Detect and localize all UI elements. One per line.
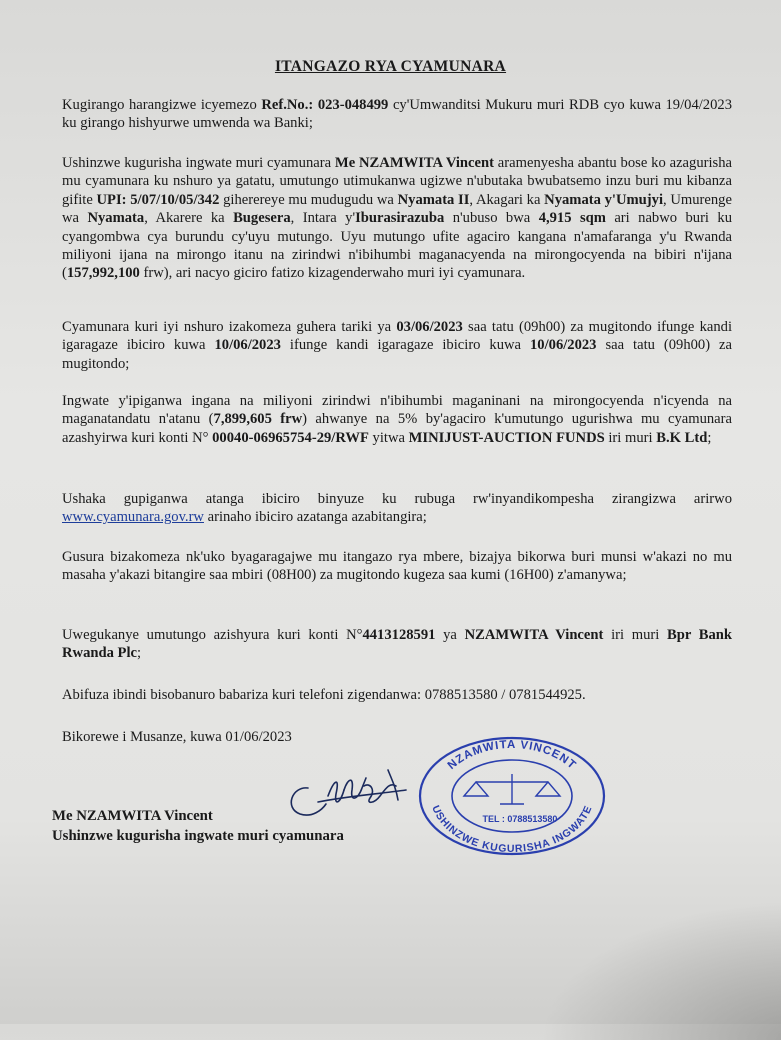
- payment-account: 4413128591: [362, 627, 436, 643]
- paragraph-payment: Uwegukanye umutungo azishyura kuri konti N°4413128591 ya NZAMWITA Vincent iri muri Bpr Bank Rwanda Plc;: [62, 627, 733, 662]
- auction-website-link[interactable]: www.cyamunara.gov.rw: [62, 509, 204, 526]
- document-title: ITANGAZO RYA CYAMUNARA: [274, 58, 507, 75]
- stamp-top-text: NZAMWITA VINCENT: [445, 738, 579, 773]
- paragraph-contact: Abifuza ibindi bisobanuro babariza kuri telefoni zigendanwa: 0788513580 / 0781544925.: [62, 687, 586, 703]
- place-and-date: Bikorewe i Musanze, kuwa 01/06/2023: [62, 729, 292, 745]
- signer-block: [52, 806, 344, 846]
- property-value: 157,992,100: [66, 265, 140, 282]
- svg-text:USHINZWE KUGURISHA INGWATE: [429, 804, 595, 855]
- page-shadow: [540, 900, 781, 1040]
- upi-number: UPI: 5/07/10/05/342: [96, 191, 220, 208]
- stamp-bottom-text: USHINZWE KUGURISHA INGWATE: [429, 803, 595, 856]
- paragraph-visits: Gusura bizakomeza nk'uko byagaragajwe mu itangazo rya mbere, bizajya bikorwa buri munsi w'akazi no mu masaha y'akazi bitangire saa mbiri (08H00) za mugitondo kugeza saa kumi (16H00) z'amanywa;: [62, 549, 732, 584]
- scales-icon: [464, 774, 560, 804]
- deposit-amount: 7,899,605 frw: [213, 411, 303, 428]
- paragraph-property-description: Ushinzwe kugurisha ingwate muri cyamunara Me NZAMWITA Vincent aramenyesha abantu bose ko azagurisha mu cyamunara ku nshuro ya gatatu, umutungo utimukanwa ugizwe n'ubutaka bwubatsemo inzu buri mu kibanza gifite UPI: 5/07/10/05/342 giherereye mu mudugudu wa Nyamata II, Akagari ka Nyamata y'Umujyi, Umurenge wa Nyamata, Akarere ka Bugesera, Intara y'Iburasirazuba n'ubuso bwa 4,915 sqm ari nabwo buri ku cyangombwa cya burundu cy'uyu mutungo. Uyu mutungo ufite agaciro kangana n'amafaranga y'u Rwanda miliyoni ijana na mirongo itanu na zirindwi n'ibihumbi maganacyenda na mirongocyenda na bibiri n'ijana (157,992,100 frw), ari nacyo giciro fatizo kizagenderwaho muri iyi cyamunara.: [62, 155, 732, 282]
- stamp-icon: [416, 734, 608, 858]
- paragraph-auction-dates: Cyamunara kuri iyi nshuro izakomeza guhera tariki ya 03/06/2023 saa tatu (09h00) za mugitondo ifunge kandi igaragaze ibiciro kuwa 10/06/2023 ifunge kandi igaragaze ibiciro kuwa 10/06/2023 saa tatu (09h00) za mugitondo;: [62, 319, 732, 372]
- signer-name: Me NZAMWITA Vincent: [52, 808, 213, 824]
- paragraph-deposit: Ingwate y'ipiganwa ingana na miliyoni zirindwi n'ibihumbi maganinani na mirongocyenda n'icyenda na maganatandatu n'atanu (7,899,605 frw) ahwanye na 5% by'agaciro k'umutungo ugurishwa mu cyamunara azashyirwa kuri konti N° 00040-06965754-29/RWF yitwa MINIJUST-AUCTION FUNDS iri muri B.K Ltd;: [62, 393, 732, 446]
- paragraph-bidding: Ushaka gupiganwa atanga ibiciro binyuze ku rubuga rw'inyandikompesha zirangizwa arirwo www.cyamunara.gov.rw arinaho ibiciro azatanga azabitangira;: [62, 491, 732, 526]
- stamp-phone: TEL : 0788513580: [482, 814, 558, 824]
- reference-number: Ref.No.: 023-048499: [261, 97, 389, 113]
- paragraph-reference: Kugirango harangizwe icyemezo Ref.No.: 023-048499 cy'Umwanditsi Mukuru muri RDB cyo kuwa 19/04/2023 ku girango hishyurwe umwenda wa Banki;: [62, 97, 732, 132]
- svg-text:NZAMWITA VINCENT: [446, 739, 579, 772]
- deposit-account: 00040-06965754-29/RWF: [212, 429, 369, 446]
- signer-role: Ushinzwe kugurisha ingwate muri cyamunara: [52, 828, 344, 844]
- auctioneer-name: Me NZAMWITA Vincent: [334, 155, 494, 171]
